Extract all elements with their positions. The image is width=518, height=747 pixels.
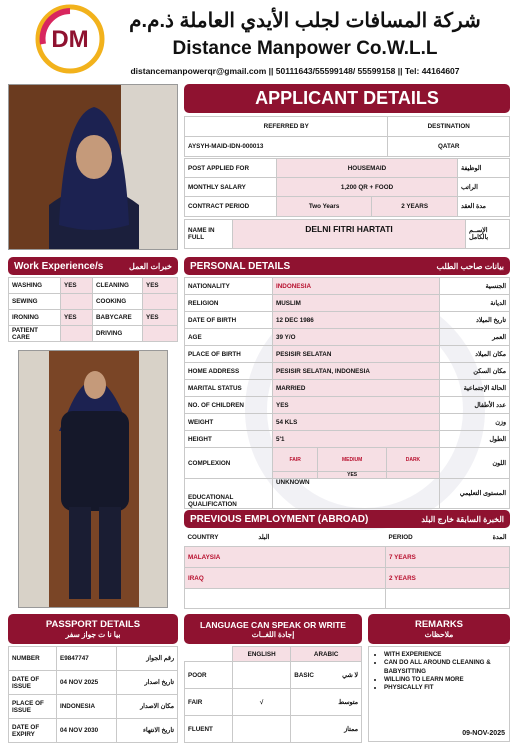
employment-period-2: 2 YEARS — [386, 568, 510, 589]
contract-label: CONTRACT PERIOD — [185, 197, 277, 217]
applicant-full-body-photo — [18, 350, 168, 608]
passport-row — [9, 647, 178, 671]
remark-item: • CAN DO ALL AROUND CLEANING & BABYSITTING — [384, 659, 505, 676]
passport-value: INDONESIA — [57, 695, 117, 719]
referred-by-label: REFERRED BY — [185, 117, 388, 137]
company-name-arabic: شركة المسافات لجلب الأيدي العاملة ذ.م.م — [129, 10, 481, 32]
passport-row — [9, 719, 178, 743]
passport-value: 04 NOV 2030 — [57, 719, 117, 743]
passport-label-ar: مكان الاصدار — [117, 695, 178, 719]
personal-details-header — [184, 257, 510, 275]
field-value: INDONESIA — [273, 278, 440, 295]
work-skill: SEWING — [9, 294, 61, 310]
destination-label: DESTINATION — [388, 117, 510, 137]
work-skill: BABYCARE — [93, 310, 143, 326]
name-label-ar: الإســم بالكامل — [466, 220, 510, 249]
field-label-ar: مكان السكن — [440, 363, 510, 380]
work-row — [9, 310, 178, 326]
work-skill-value — [61, 294, 93, 310]
education-row — [185, 479, 510, 509]
contact-line: distancemanpowerqr@gmail.com || 50111643/55599148/ 55599158 || Tel: 44164607 — [130, 66, 460, 76]
company-logo — [35, 4, 105, 74]
work-skill: PATIENT CARE — [9, 326, 61, 342]
field-label-ar: الجنسية — [440, 278, 510, 295]
language-row — [185, 662, 362, 689]
contract-years: 2 YEARS — [372, 197, 458, 217]
full-name: DELNI FITRI HARTATI — [233, 220, 466, 249]
field-value: 54 KLS — [273, 414, 440, 431]
personal-row — [185, 346, 510, 363]
work-skill: CLEANING — [93, 278, 143, 294]
field-label-ar: تاريخ الميلاد — [440, 312, 510, 329]
field-label: NO. OF CHILDREN — [185, 397, 273, 414]
field-label-ar: اللون — [440, 448, 510, 479]
period-label-ar: المدة — [492, 534, 507, 541]
field-label-ar: عدد الأطفال — [440, 397, 510, 414]
field-value: 12 DEC 1986 — [273, 312, 440, 329]
employment-title: PREVIOUS EMPLOYMENT (ABROAD) — [190, 513, 369, 525]
passport-label: NUMBER — [9, 647, 57, 671]
field-value: YES — [273, 397, 440, 414]
work-experience-header — [8, 257, 178, 275]
post-value: HOUSEMAID — [277, 159, 458, 178]
contract-label-ar: مدة العقد — [458, 197, 510, 217]
personal-row — [185, 397, 510, 414]
work-row — [9, 326, 178, 342]
country-label: COUNTRY — [187, 534, 219, 541]
post-label: POST APPLIED FOR — [185, 159, 277, 178]
name-label: NAME IN FULL — [185, 220, 233, 249]
destination-value: QATAR — [388, 137, 510, 157]
svg-text:DM: DM — [51, 26, 89, 53]
language-level: FAIR — [185, 689, 233, 716]
field-label: PLACE OF BIRTH — [185, 346, 273, 363]
field-label: EDUCATIONAL QUALIFICATION — [185, 479, 273, 509]
remarks-box — [368, 646, 510, 742]
passport-label-ar: تاريخ الانتهاء — [117, 719, 178, 743]
personal-row — [185, 431, 510, 448]
referral-code: AYSYH-MAID-IDN-000013 — [185, 137, 388, 157]
arabic-cell — [291, 716, 362, 743]
personal-row — [185, 380, 510, 397]
field-value: PESISIR SELATAN, INDONESIA — [273, 363, 440, 380]
personal-row — [185, 414, 510, 431]
job-table — [184, 158, 510, 216]
remark-item: • PHYSICALLY FIT — [384, 684, 505, 692]
col-header — [185, 647, 233, 662]
passport-label-ar: رقم الجواز — [117, 647, 178, 671]
work-skill-value: YES — [143, 310, 178, 326]
remarks-header — [368, 614, 510, 644]
passport-label: DATE OF EXPIRY — [9, 719, 57, 743]
field-label: MARITAL STATUS — [185, 380, 273, 397]
salary-label-ar: الراتب — [458, 178, 510, 197]
remarks-title-ar: ملاحظات — [424, 630, 454, 639]
english-mark: √ — [233, 689, 291, 716]
language-row — [185, 716, 362, 743]
passport-label: DATE OF ISSUE — [9, 671, 57, 695]
language-level-ar: ممتاز — [344, 725, 358, 733]
complexion-medium: MEDIUM — [318, 448, 386, 472]
field-label: DATE OF BIRTH — [185, 312, 273, 329]
page-title: APPLICANT DETAILS — [184, 84, 510, 113]
work-skill: DRIVING — [93, 326, 143, 342]
field-value: MUSLIM — [273, 295, 440, 312]
personal-row — [185, 278, 510, 295]
language-level-ar: متوسط — [338, 698, 358, 706]
name-table — [184, 219, 510, 249]
personal-title-ar: بيانات صاحب الطلب — [436, 261, 504, 271]
field-label-ar: العمر — [440, 329, 510, 346]
complexion-grid — [273, 448, 440, 479]
language-level: FLUENT — [185, 716, 233, 743]
complexion-fair: FAIR — [273, 448, 318, 472]
passport-row — [9, 671, 178, 695]
personal-row — [185, 329, 510, 346]
field-label: NATIONALITY — [185, 278, 273, 295]
personal-row — [185, 312, 510, 329]
passport-row — [9, 695, 178, 719]
field-label: RELIGION — [185, 295, 273, 312]
language-table — [184, 646, 362, 742]
arabic-mark: BASIC — [294, 671, 314, 679]
field-label-ar: مكان الميلاد — [440, 346, 510, 363]
personal-details-table — [184, 277, 510, 507]
applicant-portrait-photo — [8, 84, 178, 250]
remark-item: • WITH EXPERIENCE — [384, 651, 505, 659]
field-label-ar: المستوى التعليمي — [440, 479, 510, 509]
passport-label: PLACE OF ISSUE — [9, 695, 57, 719]
field-value: PESISIR SELATAN — [273, 346, 440, 363]
work-skill-value: YES — [61, 310, 93, 326]
employment-country-1: MALAYSIA — [185, 547, 386, 568]
employment-table — [184, 529, 510, 609]
work-skill-value — [143, 326, 178, 342]
field-label-ar: الديانة — [440, 295, 510, 312]
language-header — [184, 614, 362, 644]
post-label-ar: الوظيفة — [458, 159, 510, 178]
language-row — [185, 689, 362, 716]
work-title-ar: خبرات العمل — [129, 261, 172, 271]
language-english-header: ENGLISH — [233, 647, 291, 662]
work-row — [9, 278, 178, 294]
field-label: WEIGHT — [185, 414, 273, 431]
work-title: Work Experience/s — [14, 260, 104, 272]
language-title-ar: إجادة اللغــات — [251, 629, 295, 639]
passport-table — [8, 646, 178, 742]
period-label: PERIOD — [388, 534, 413, 541]
work-skill-value: YES — [143, 278, 178, 294]
field-label: AGE — [185, 329, 273, 346]
field-label-ar: الطول — [440, 431, 510, 448]
field-value: 5'1 — [273, 431, 440, 448]
remark-item: • WILLING TO LEARN MORE — [384, 676, 505, 684]
language-level: POOR — [185, 662, 233, 689]
work-skill-value — [61, 326, 93, 342]
english-mark — [233, 662, 291, 689]
language-level-ar: لا شي — [342, 671, 358, 679]
personal-row — [185, 363, 510, 380]
referral-table — [184, 116, 510, 156]
work-skill: COOKING — [93, 294, 143, 310]
remarks-date: 09-NOV-2025 — [462, 730, 505, 737]
work-skill: WASHING — [9, 278, 61, 294]
field-value: UNKNOWN — [273, 479, 440, 509]
complexion-selected: YES — [318, 472, 386, 479]
salary-value: 1,200 QR + FOOD — [277, 178, 458, 197]
field-label: COMPLEXION — [185, 448, 273, 479]
field-label-ar: وزن — [440, 414, 510, 431]
complexion-row — [185, 448, 510, 479]
work-experience-table — [8, 277, 178, 341]
arabic-cell — [291, 689, 362, 716]
work-row — [9, 294, 178, 310]
employment-title-ar: الخبرة السابقة خارج البلد — [421, 514, 504, 524]
work-skill: IRONING — [9, 310, 61, 326]
field-label-ar: الحالة الإجتماعية — [440, 380, 510, 397]
passport-label-ar: تاريخ اصدار — [117, 671, 178, 695]
field-label: HEIGHT — [185, 431, 273, 448]
field-value: MARRIED — [273, 380, 440, 397]
passport-value: 04 NOV 2025 — [57, 671, 117, 695]
work-skill-value: YES — [61, 278, 93, 294]
country-label-ar: البلد — [258, 534, 270, 541]
passport-value: E9847747 — [57, 647, 117, 671]
language-arabic-header: ARABIC — [291, 647, 362, 662]
passport-title-ar: بيا نا ت جواز سفر — [65, 630, 121, 639]
work-skill-value — [143, 294, 178, 310]
field-label: HOME ADDRESS — [185, 363, 273, 380]
employment-country-2: IRAQ — [185, 568, 386, 589]
salary-label: MONTHLY SALARY — [185, 178, 277, 197]
employment-header — [184, 510, 510, 528]
english-mark — [233, 716, 291, 743]
employment-period-1: 7 YEARS — [386, 547, 510, 568]
contract-value: Two Years — [277, 197, 372, 217]
arabic-cell — [291, 662, 362, 689]
company-name-english: Distance Manpower Co.W.L.L — [172, 38, 438, 59]
complexion-dark: DARK — [386, 448, 439, 472]
remarks-title: REMARKS — [414, 619, 464, 630]
personal-title: PERSONAL DETAILS — [190, 260, 291, 272]
personal-row — [185, 295, 510, 312]
passport-title: PASSPORT DETAILS — [45, 619, 141, 630]
language-title: LANGUAGE CAN SPEAK OR WRITE — [200, 619, 346, 630]
field-value: 39 Y/O — [273, 329, 440, 346]
passport-header — [8, 614, 178, 644]
